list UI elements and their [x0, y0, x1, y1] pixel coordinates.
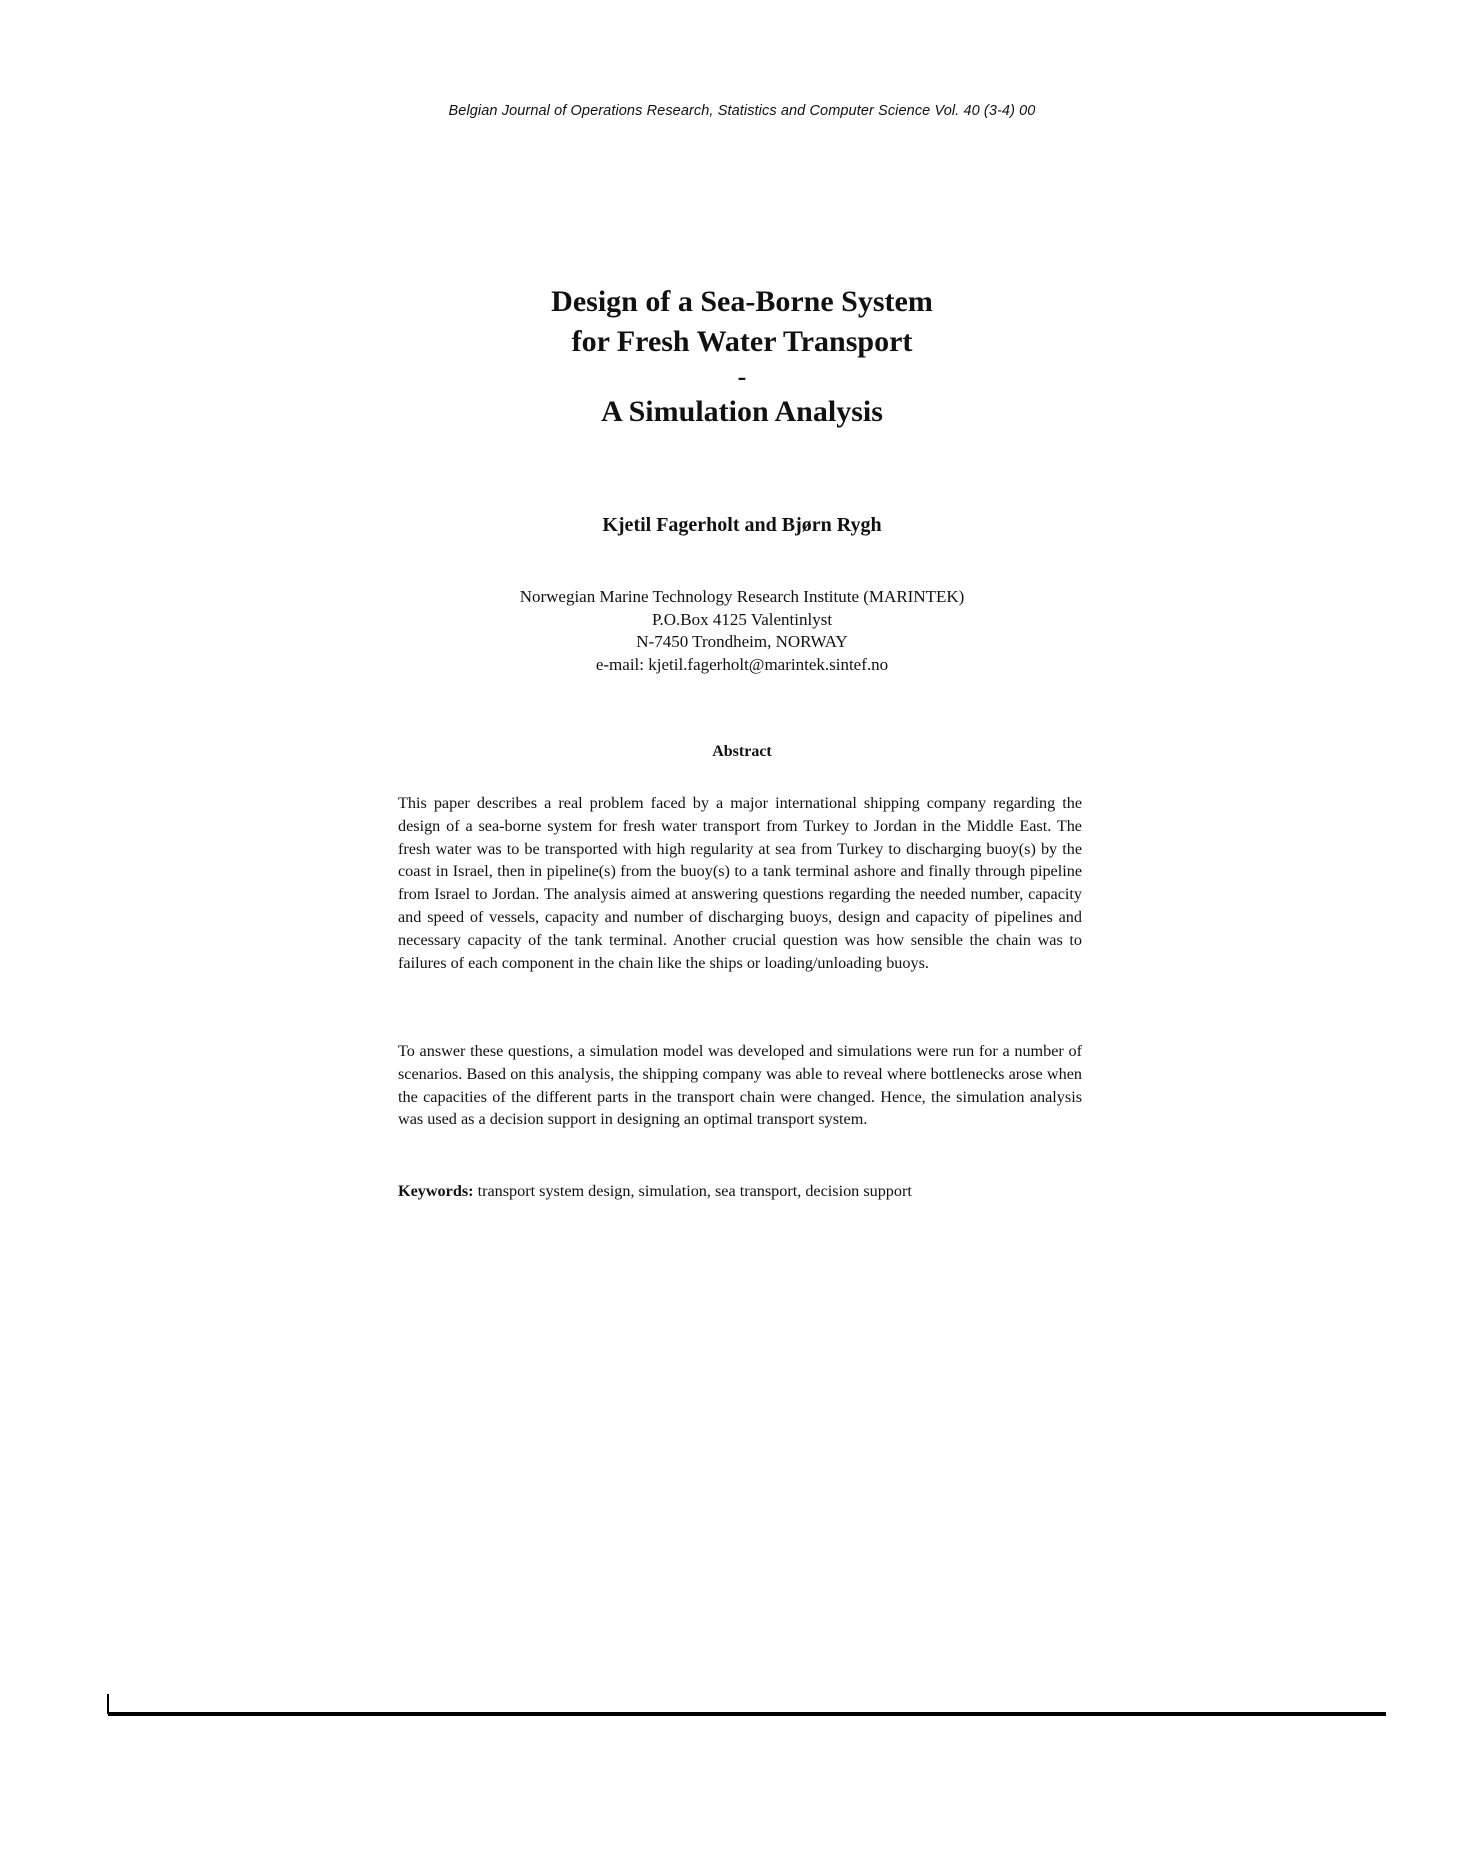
affiliation — [0, 586, 1484, 676]
affiliation-email: e-mail: kjetil.fagerholt@marintek.sintef.no — [595, 654, 889, 674]
affiliation-box: P.O.Box 4125 Valentinlyst — [651, 609, 833, 629]
title-line-1: Design of a Sea-Borne System — [551, 285, 933, 318]
abstract-paragraph-2: To answer these questions, a simulation model was developed and simulations were run for a number of scenarios. Based on this analysis, the shipping company was able to reveal where bottlenecks arose when the capacities of the different parts in the transport chain were changed. Hence, the simulation analysis was used as a decision support in designing an optimal transport system. — [398, 1042, 1082, 1129]
abstract-paragraph-1: This paper describes a real problem faced by a major international shipping company regarding the design of a sea-borne system for fresh water transport from Turkey to Jordan in the Middle East. The fresh water was to be transported with high regularity at sea from Turkey to discharging buoy(s) by the coast in Israel, then in pipeline(s) from the buoy(s) to a tank terminal ashore and finally through pipeline from Israel to Jordan. The analysis aimed at answering questions regarding the needed number, capacity and speed of vessels, capacity and number of discharging buoys, design and capacity of pipelines and necessary capacity of the tank terminal. Another crucial question was how sensible the chain was to failures of each component in the chain like the ships or loading/unloading buoys. — [398, 794, 1082, 972]
keywords-list: transport system design, simulation, sea transport, decision support — [477, 1182, 912, 1200]
title-dash: - — [737, 362, 747, 391]
paper-title — [0, 282, 1484, 432]
journal-header: Belgian Journal of Operations Research, Statistics and Computer Science Vol. 40 (3-4) 00 — [448, 103, 1036, 119]
footer-rule — [108, 1712, 1386, 1716]
affiliation-city: N-7450 Trondheim, NORWAY — [636, 632, 848, 651]
title-line-2: for Fresh Water Transport — [571, 325, 913, 358]
abstract-heading: Abstract — [712, 743, 772, 760]
keywords — [398, 1180, 1082, 1203]
authors: Kjetil Fagerholt and Bjørn Rygh — [602, 514, 882, 536]
keywords-label: Keywords: — [398, 1182, 474, 1200]
footer-tick — [107, 1694, 109, 1714]
title-subtitle: A Simulation Analysis — [601, 395, 883, 428]
affiliation-institute: Norwegian Marine Technology Research Institute (MARINTEK) — [519, 587, 965, 606]
